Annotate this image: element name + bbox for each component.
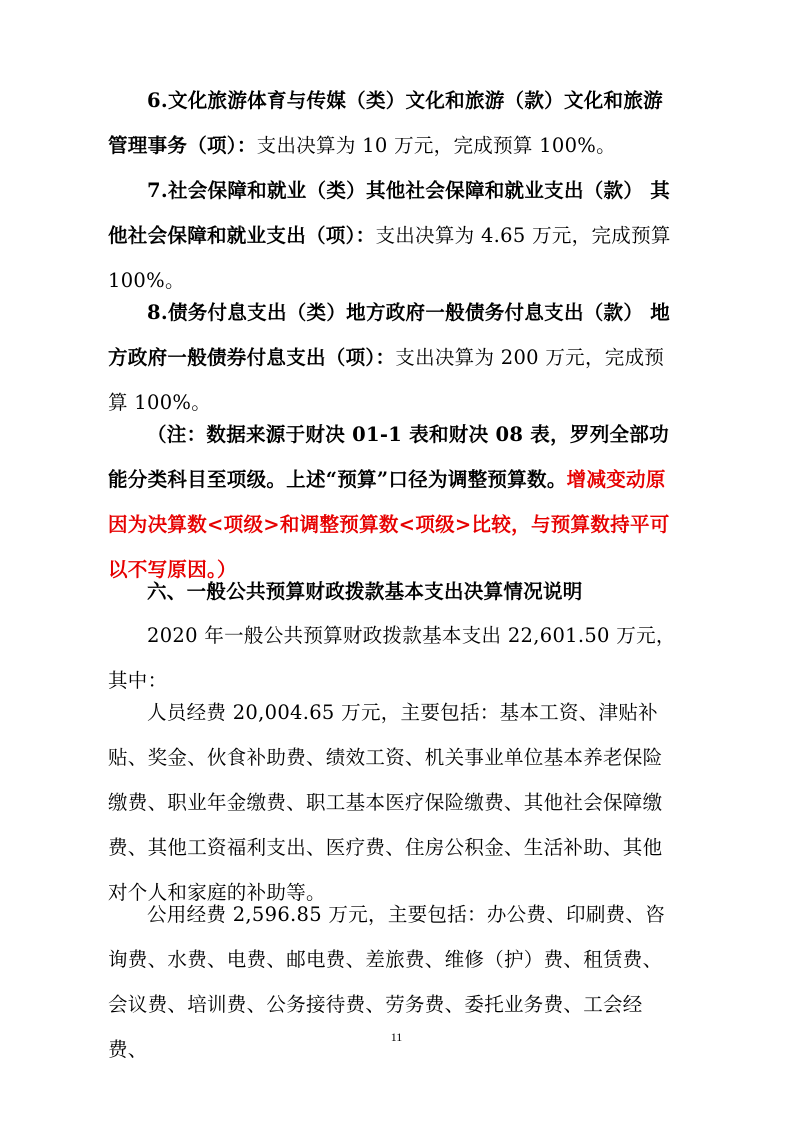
summary-paragraph: 2020 年一般公共预算财政拨款基本支出 22,601.50 万元，其中： xyxy=(108,624,676,692)
public-paragraph: 公用经费 2,596.85 万元，主要包括：办公费、印刷费、咨询费、水费、电费、邮电费、差旅费、维修（护）费、租赁费、会议费、培训费、公务接待费、劳务费、委托业务费、工会经费、 xyxy=(108,903,666,1061)
item-6-text: 支出决算为 10 万元，完成预算 100%。 xyxy=(256,134,616,157)
item-6-paragraph xyxy=(108,78,676,168)
page-number: 11 xyxy=(390,1030,403,1044)
note-red-text: 增减变动原因为决算数<项级>和调整预算数<项级>比较，与预算数持平可以不写原因。） xyxy=(108,468,670,581)
item-7-text: 支出决算为 4.65 万元，完成预算 100%。 xyxy=(108,224,671,292)
item-7-heading: 7.社会保障和就业（类）其他社会保障和就业支出（款） 其他社会保障和就业支出（项）： xyxy=(108,179,671,247)
item-6-heading: 6.文化旅游体育与传媒（类）文化和旅游（款）文化和旅游管理事务（项）： xyxy=(108,89,663,157)
personnel-paragraph: 人员经费 20,004.65 万元，主要包括：基本工资、津贴补贴、奖金、伙食补助费、绩效工资、机关事业单位基本养老保险缴费、职业年金缴费、职工基本医疗保险缴费、其他社会保障缴费、其他工资福利支出、医疗费、住房公积金、生活补助、其他对个人和家庭的补助等。 xyxy=(108,701,663,904)
note-text: （注：数据来源于财决 01-1 表和财决 08 表，罗列全部功能分类科目至项级。上述“预算”口径为调整预算数。 xyxy=(108,423,669,491)
item-8-paragraph xyxy=(108,290,676,425)
item-8-text: 支出决算为 200 万元，完成预算 100%。 xyxy=(108,346,665,414)
note-paragraph xyxy=(108,412,676,592)
item-7-paragraph xyxy=(108,168,676,303)
section-title: 六、一般公共预算财政拨款基本支出决算情况说明 xyxy=(147,580,583,603)
item-8-heading: 8.债务付息支出（类）地方政府一般债务付息支出（款） 地方政府一般债券付息支出（项）： xyxy=(108,301,671,369)
